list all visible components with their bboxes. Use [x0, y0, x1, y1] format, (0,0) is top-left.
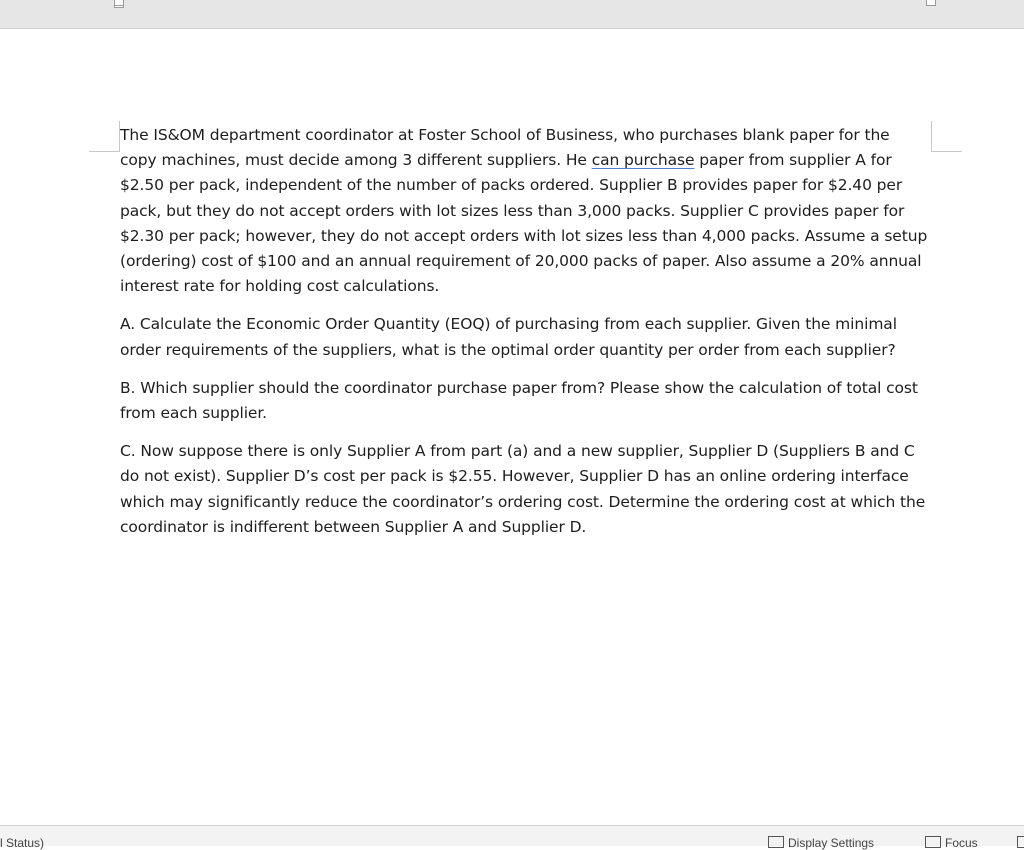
- right-indent-marker[interactable]: [926, 0, 936, 6]
- left-indent-marker[interactable]: [114, 0, 124, 6]
- paragraph-intro-start: The IS&OM department coordinator at Foster School of Business, who purchases blank paper for the copy machines, must decide among 3 different suppliers. He: [120, 126, 890, 170]
- display-settings-label: Display Settings: [788, 836, 875, 850]
- view-mode-icon[interactable]: [1017, 836, 1024, 848]
- focus-icon: [925, 836, 941, 848]
- horizontal-ruler[interactable]: [0, 0, 1024, 29]
- grammar-underline-text[interactable]: can purchase: [591, 151, 695, 170]
- status-bar: [0, 825, 1024, 850]
- paragraph-question-b[interactable]: B. Which supplier should the coordinator purchase paper from? Please show the calculation of total cost from each supplier.: [120, 378, 918, 423]
- paragraph-intro-end: paper from supplier A for $2.50 per pack, independent of the number of packs ordered. Supplier B provides paper for $2.40 per pack, but they do not accept orders with lot sizes less than 3,000 packs. Supplier C provides paper for $2.30 per pack; however, they do not accept orders with lot sizes less than 4,000 packs. Assume a setup (ordering) cost of $100 and an annual requirement of 20,000 packs of paper. Also assume a 20% annual interest rate for holding cost calculations.: [120, 151, 928, 296]
- display-settings-icon: [768, 836, 784, 848]
- document-body[interactable]: [120, 123, 930, 553]
- focus-label: Focus: [945, 836, 978, 850]
- paragraph-intro[interactable]: [120, 123, 930, 299]
- status-left-text[interactable]: l Status): [0, 836, 45, 850]
- display-settings-button[interactable]: [768, 836, 874, 850]
- top-left-crop-mark: [89, 121, 120, 152]
- focus-button[interactable]: [925, 836, 978, 850]
- paragraph-question-c[interactable]: C. Now suppose there is only Supplier A from part (a) and a new supplier, Supplier D (Suppliers B and C do not exist). Supplier D’s cost per pack is $2.55. However, Supplier D has an online ordering interface which may significantly reduce the coordinator’s ordering cost. Determine the ordering cost at which the coordinator is indifferent between Supplier A and Supplier D.: [120, 442, 926, 536]
- paragraph-question-a[interactable]: A. Calculate the Economic Order Quantity (EOQ) of purchasing from each supplier. Given the minimal order requirements of the suppliers, what is the optimal order quantity per order from each supplier?: [120, 315, 897, 359]
- top-right-crop-mark: [931, 121, 962, 152]
